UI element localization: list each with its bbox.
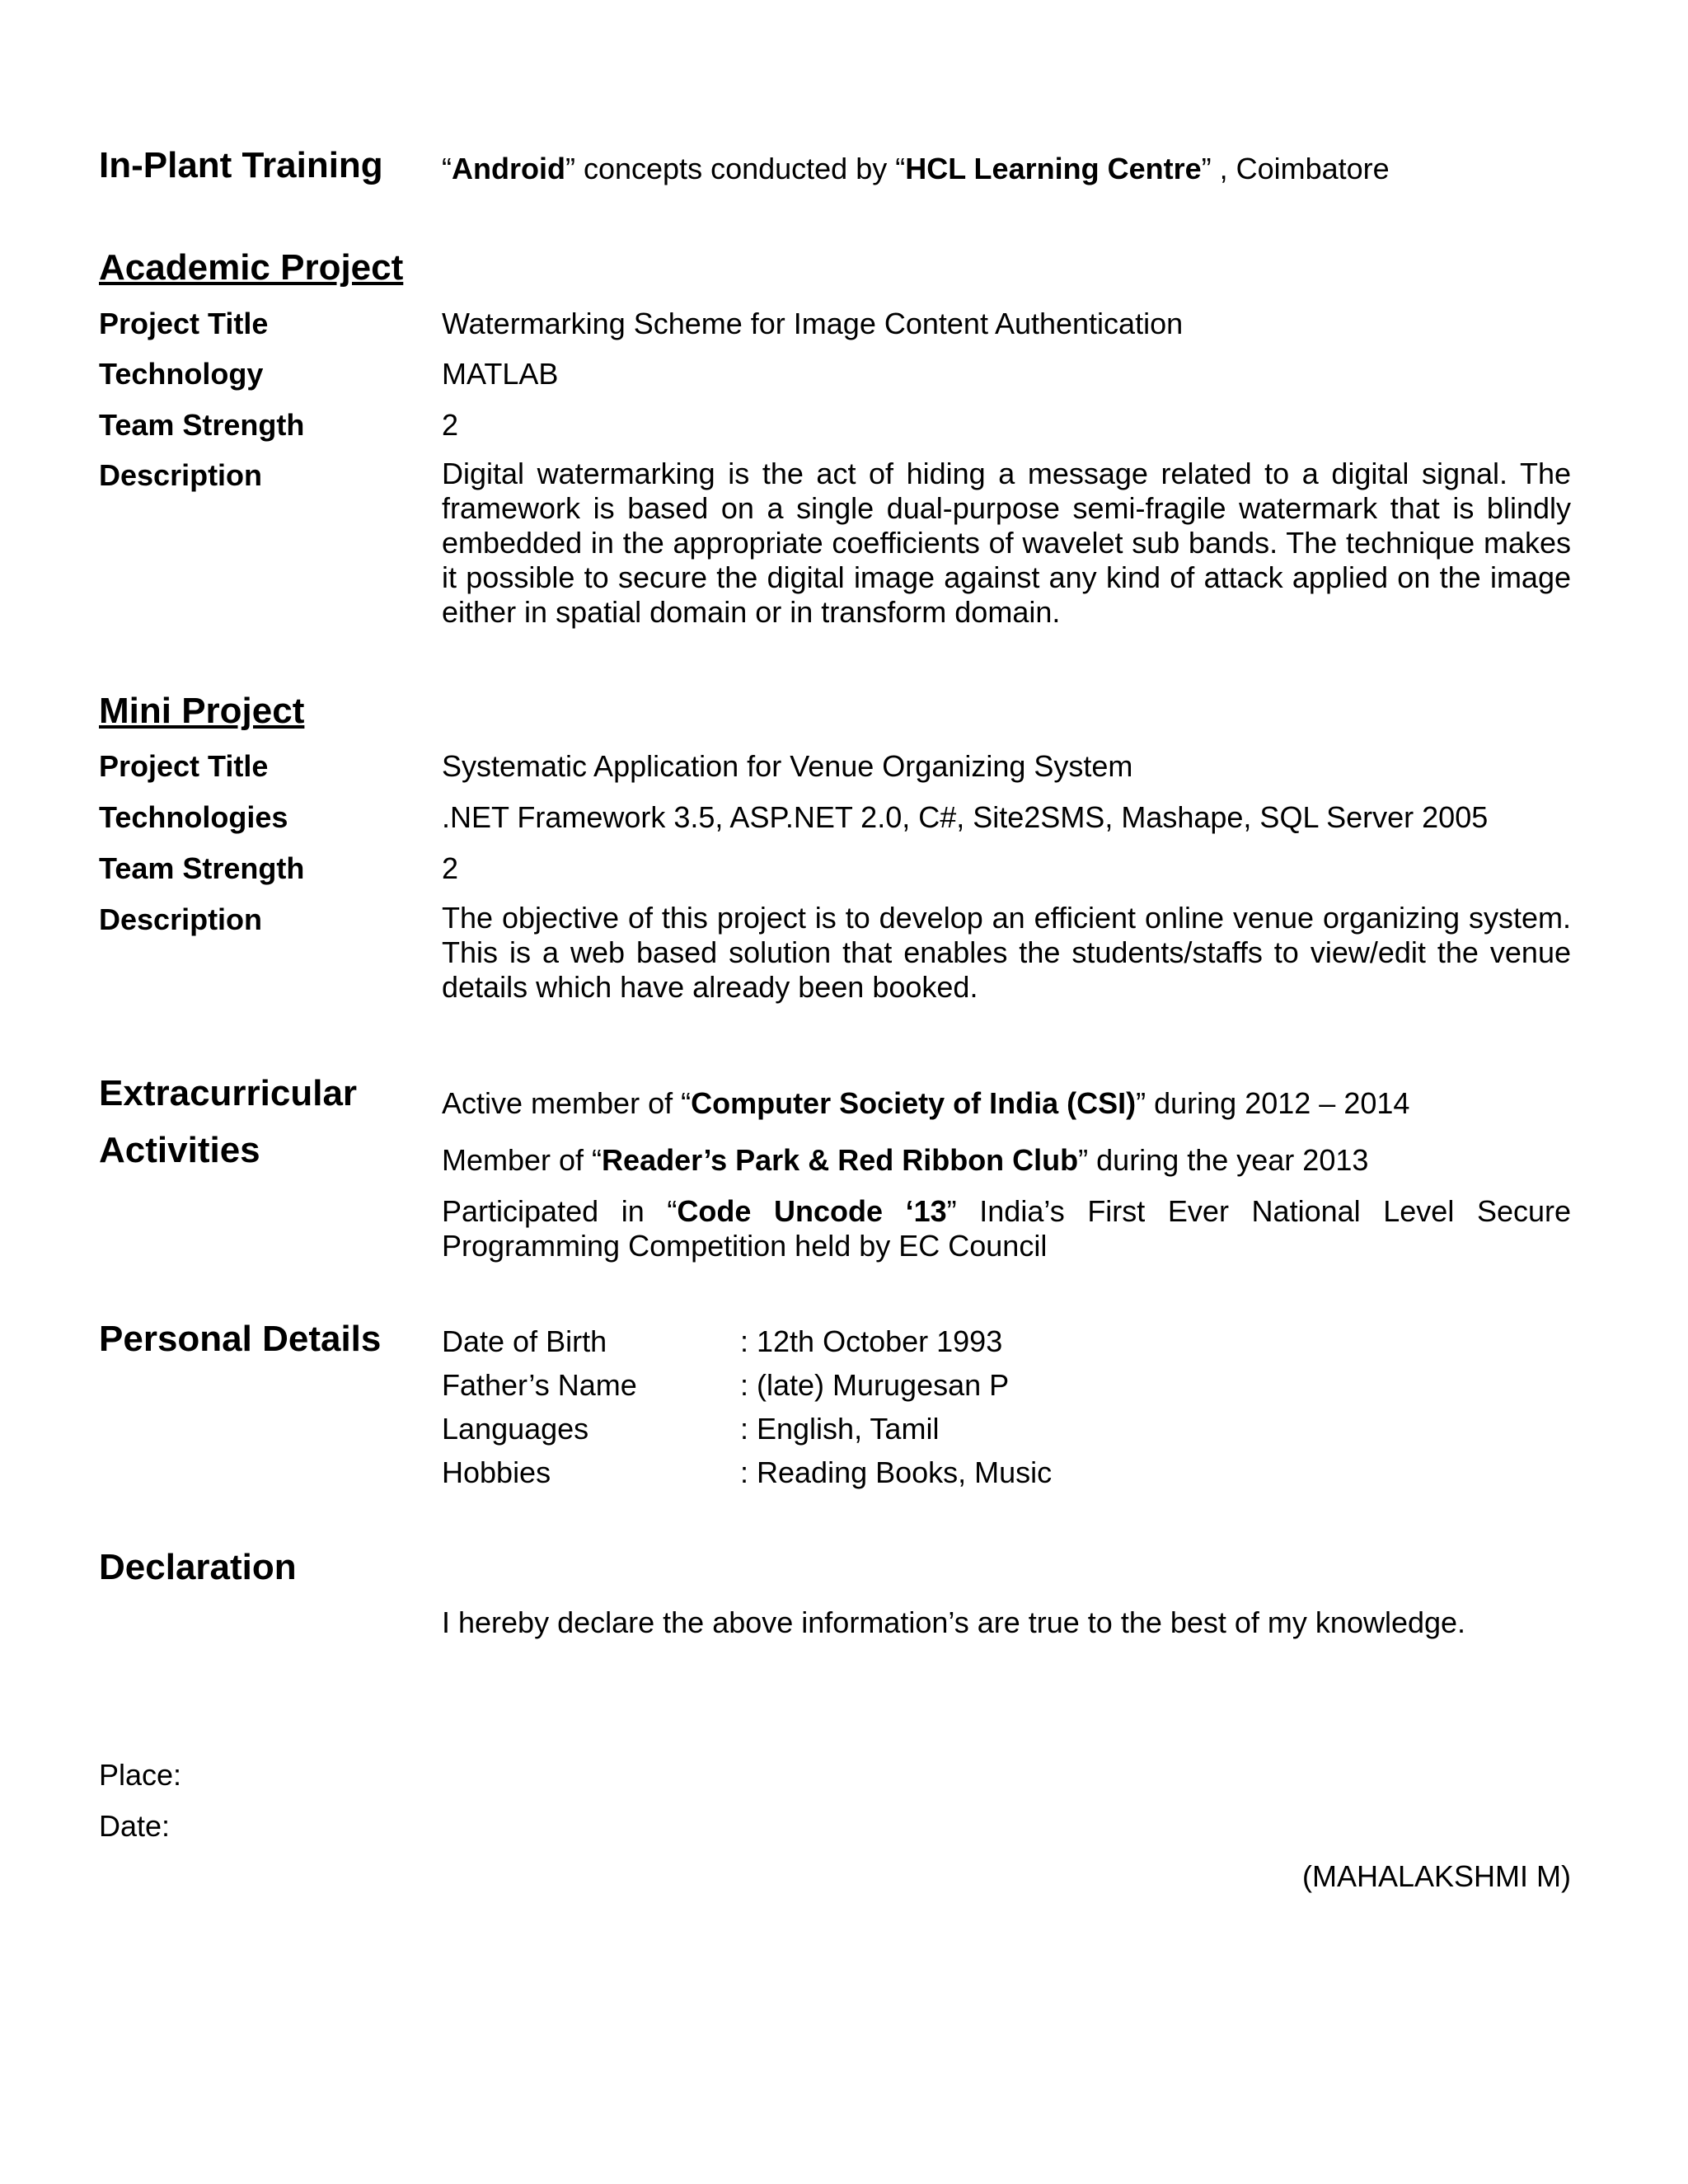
place-label: Place: (99, 1758, 182, 1792)
fathers-name-value: : (late) Murugesan P (740, 1368, 1010, 1402)
extracurricular-heading: Extracurricular Activities (99, 1073, 358, 1170)
personal-details-heading: Personal Details (99, 1319, 382, 1359)
training-subject: Android (452, 152, 565, 185)
mini-project-heading: Mini Project (99, 691, 305, 731)
declaration-text: I hereby declare the above information’s are true to the best of my knowledge. (442, 1605, 1466, 1639)
academic-team-strength-label: Team Strength (99, 408, 305, 442)
mini-project-title-label: Project Title (99, 749, 269, 783)
training-organization: HCL Learning Centre (905, 152, 1202, 185)
extracurricular-item-csi: Active member of “Computer Society of India (CSI)” during 2012 – 2014 (442, 1086, 1410, 1120)
mini-team-strength-value: 2 (442, 851, 459, 885)
extracurricular-item-code-uncode: Participated in “Code Uncode ‘13” India’s First Ever National Level Secure Programming Competition held by EC Council (442, 1194, 1572, 1263)
languages-label: Languages (442, 1412, 589, 1446)
mini-team-strength-label: Team Strength (99, 851, 305, 885)
mini-project-title-value: Systematic Application for Venue Organizing System (442, 749, 1133, 783)
academic-description-label: Description (99, 458, 263, 492)
academic-project-heading: Academic Project (99, 247, 404, 288)
personal-details-table (442, 1324, 1571, 1506)
academic-project-title-label: Project Title (99, 307, 269, 340)
academic-project-title-value: Watermarking Scheme for Image Content Authentication (442, 307, 1184, 340)
languages-value: : English, Tamil (740, 1412, 940, 1446)
in-plant-training-text: “Android” concepts conducted by “HCL Learning Centre” , Coimbatore (442, 152, 1390, 185)
dob-value: : 12th October 1993 (740, 1324, 1003, 1358)
academic-technology-label: Technology (99, 357, 264, 391)
dob-label: Date of Birth (442, 1324, 607, 1358)
in-plant-training-heading: In-Plant Training (99, 145, 383, 185)
extracurricular-item-readers-park: Member of “Reader’s Park & Red Ribbon Club” during the year 2013 (442, 1143, 1369, 1177)
hobbies-value: : Reading Books, Music (740, 1455, 1053, 1489)
mini-technologies-value: .NET Framework 3.5, ASP.NET 2.0, C#, Site2SMS, Mashape, SQL Server 2005 (442, 800, 1489, 834)
hobbies-label: Hobbies (442, 1455, 551, 1489)
academic-technology-value: MATLAB (442, 357, 559, 391)
academic-team-strength-value: 2 (442, 408, 459, 442)
academic-description-text: Digital watermarking is the act of hiding a message related to a digital signal. The framework is based on a single dual-purpose semi-fragile watermark that is blindly embedded in the appropriate coefficients of wavelet sub bands. The technique makes it possible to secure the digital image against any kind of attack applied on the image either in spatial domain or in transform domain. (442, 457, 1571, 629)
date-label: Date: (99, 1809, 171, 1843)
mini-technologies-label: Technologies (99, 800, 288, 834)
mini-description-text: The objective of this project is to develop an efficient online venue organizing system. This is a web based solution that enables the students/staffs to view/edit the venue details which have already been booked. (442, 901, 1571, 1004)
fathers-name-label: Father’s Name (442, 1368, 637, 1402)
signature-name: (MAHALAKSHMI M) (1301, 1859, 1571, 1893)
mini-description-label: Description (99, 902, 263, 936)
declaration-heading: Declaration (99, 1547, 297, 1587)
